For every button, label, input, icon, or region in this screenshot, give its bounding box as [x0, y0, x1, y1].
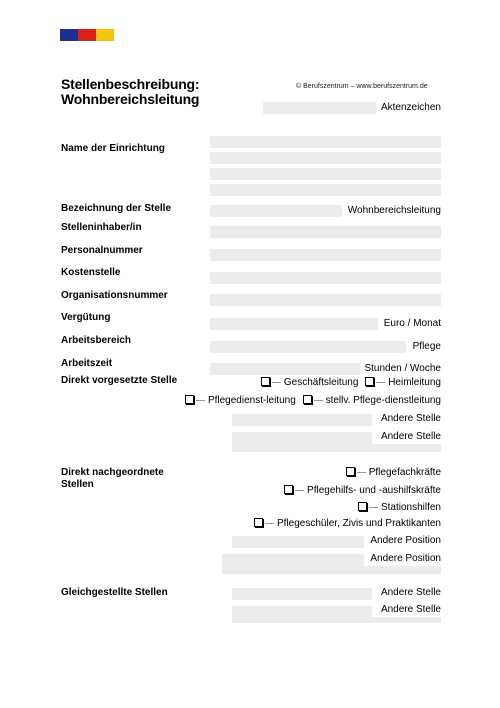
- nachgeordnete-extra-field[interactable]: [222, 566, 441, 574]
- vorgesetzte-label: Direkt vorgesetzte Stelle: [61, 375, 178, 386]
- option-pflegefachkraefte: Pflegefachkräfte: [368, 467, 441, 478]
- gleichgestellte-andere-field-1[interactable]: [232, 588, 372, 600]
- gleichgestellte-label: Gleichgestellte Stellen: [61, 587, 168, 598]
- nachgeordnete-label: [61, 467, 164, 491]
- dash-icon: [265, 523, 274, 524]
- personalnummer-label: Personalnummer: [61, 245, 143, 256]
- einrichtung-label: Name der Einrichtung: [61, 143, 165, 154]
- einrichtung-field-4[interactable]: [210, 184, 441, 196]
- title-line-1: Stellenbeschreibung:: [61, 76, 200, 92]
- page-title: [61, 77, 199, 107]
- inhaber-label: Stelleninhaber/in: [61, 222, 142, 233]
- title-line-2: Wohnbereichsleitung: [61, 91, 200, 107]
- checkbox-geschaeftsleitung[interactable]: [261, 377, 270, 386]
- nachgeordnete-label-line-2: Stellen: [61, 479, 94, 490]
- aktenzeichen-label: Aktenzeichen: [380, 102, 441, 113]
- bezeichnung-value: Wohnbereichsleitung: [347, 205, 441, 216]
- dash-icon: [314, 400, 323, 401]
- dash-icon: [272, 382, 281, 383]
- option-stationshilfen: Stationshilfen: [380, 502, 441, 513]
- nachgeordnete-label-line-1: Direkt nachgeordnete: [61, 467, 164, 478]
- nachgeordnete-andere-field-1[interactable]: [232, 536, 364, 548]
- verguetung-unit: Euro / Monat: [383, 318, 441, 329]
- checkbox-pflegedienstleitung[interactable]: [185, 395, 194, 404]
- arbeitsbereich-field[interactable]: [210, 341, 406, 353]
- verguetung-field[interactable]: [210, 318, 378, 330]
- bezeichnung-field[interactable]: [210, 205, 342, 217]
- copyright-text: © Berufszentrum – www.berufszentrum.de: [296, 83, 428, 90]
- vorgesetzte-andere-field-2[interactable]: [232, 432, 372, 444]
- einrichtung-field-3[interactable]: [210, 168, 441, 180]
- arbeitszeit-unit: Stunden / Woche: [364, 363, 441, 374]
- kostenstelle-field[interactable]: [210, 272, 441, 284]
- arbeitsbereich-label: Arbeitsbereich: [61, 335, 132, 346]
- verguetung-label: Vergütung: [61, 312, 111, 323]
- nachgeordnete-row-2: [284, 485, 441, 497]
- option-heimleitung: Heimleitung: [388, 377, 441, 388]
- checkbox-stationshilfen[interactable]: [358, 502, 367, 511]
- vorgesetzte-extra-field[interactable]: [232, 444, 441, 452]
- arbeitszeit-field[interactable]: [210, 363, 360, 375]
- nachgeordnete-row-1: [346, 467, 441, 479]
- vorgesetzte-andere-1: Andere Stelle: [380, 413, 441, 424]
- option-pflegedienstleitung: Pflegedienst-leitung: [207, 395, 296, 406]
- einrichtung-field-2[interactable]: [210, 152, 441, 164]
- dash-icon: [295, 490, 304, 491]
- kostenstelle-label: Kostenstelle: [61, 267, 121, 278]
- checkbox-pflegeschueler[interactable]: [254, 518, 263, 527]
- gleichgestellte-andere-1: Andere Stelle: [380, 587, 441, 598]
- option-geschaeftsleitung: Geschäftsleitung: [283, 377, 359, 388]
- dash-icon: [196, 400, 205, 401]
- nachgeordnete-andere-field-2[interactable]: [222, 554, 364, 566]
- option-stellv-pflegedienstleitung: stellv. Pflege-dienstleitung: [325, 395, 441, 406]
- vorgesetzte-andere-field-1[interactable]: [232, 414, 372, 426]
- vorgesetzte-andere-2: Andere Stelle: [380, 431, 441, 442]
- dash-icon: [376, 382, 385, 383]
- organisationsnummer-field[interactable]: [210, 294, 441, 306]
- inhaber-field[interactable]: [210, 226, 441, 238]
- flag-red: [78, 29, 96, 41]
- vorgesetzte-row-1: [261, 377, 441, 389]
- checkbox-pflegehilfskraefte[interactable]: [284, 485, 293, 494]
- option-pflegeschueler: Pflegeschüler, Zivis und Praktikanten: [277, 518, 441, 529]
- dash-icon: [357, 472, 366, 473]
- nachgeordnete-row-3: [358, 502, 441, 514]
- flag-yellow: [96, 29, 114, 41]
- checkbox-stellv-pflegedienstleitung[interactable]: [303, 395, 312, 404]
- bezeichnung-label: Bezeichnung der Stelle: [61, 203, 172, 214]
- option-pflegehilfskraefte: Pflegehilfs- und -aushilfskräfte: [307, 485, 441, 496]
- vorgesetzte-row-2: [185, 395, 441, 407]
- gleichgestellte-extra-field[interactable]: [232, 617, 441, 623]
- gleichgestellte-andere-2: Andere Stelle: [380, 604, 441, 615]
- organisationsnummer-label: Organisationsnummer: [61, 290, 168, 301]
- flag-blue: [60, 29, 78, 41]
- arbeitszeit-label: Arbeitszeit: [61, 358, 113, 369]
- einrichtung-field-1[interactable]: [210, 136, 441, 148]
- nachgeordnete-andere-2: Andere Position: [370, 553, 441, 564]
- nachgeordnete-andere-1: Andere Position: [370, 535, 441, 546]
- nachgeordnete-row-4: [254, 518, 441, 530]
- arbeitsbereich-value: Pflege: [412, 341, 441, 352]
- checkbox-heimleitung[interactable]: [365, 377, 374, 386]
- aktenzeichen-field[interactable]: [263, 102, 376, 114]
- checkbox-pflegefachkraefte[interactable]: [346, 467, 355, 476]
- personalnummer-field[interactable]: [210, 249, 441, 261]
- dash-icon: [369, 507, 378, 508]
